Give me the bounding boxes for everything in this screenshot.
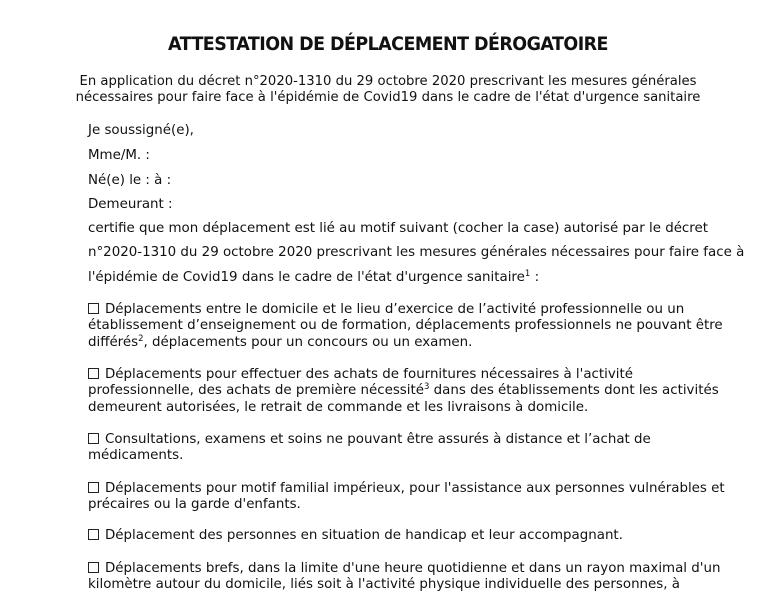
decree-intro-line: nécessaires pour faire face à l'épidémie de Covid19 dans le cadre de l'état d'urgence sanitaire	[75, 90, 701, 105]
motif-professional	[88, 302, 723, 351]
motif-short-outing	[88, 561, 721, 594]
motif-text: précaires ou la garde d'enfants.	[88, 497, 301, 513]
motif-line	[88, 382, 719, 399]
motif-text: Déplacements entre le domicile et le lieu d’exercice de l’activité professionnelle ou un	[105, 302, 685, 317]
motif-text: professionnelle, des achats de première nécessité	[88, 383, 424, 399]
motif-checkbox[interactable]	[88, 303, 99, 314]
motif-text: Déplacements pour effectuer des achats de fournitures nécessaires à l'activité	[105, 367, 633, 382]
motif-line	[88, 528, 698, 544]
motif-line	[88, 335, 698, 351]
certify-text-line	[88, 270, 539, 285]
certify-text-end: :	[530, 270, 540, 285]
footnote-ref: 1	[524, 269, 531, 279]
motif-text: établissement d’enseignement ou de formation, déplacements professionnels ne pouvant être	[88, 318, 723, 334]
motif-line	[88, 432, 698, 448]
certify-text: l'épidémie de Covid19 dans le cadre de l'état d'urgence sanitaire	[88, 270, 525, 285]
certify-text-line: n°2020-1310 du 29 octobre 2020 prescrivant les mesures générales nécessaires pour faire face à	[88, 245, 745, 260]
motif-text: kilomètre autour du domicile, liés soit à l'activité physique individuelle des personnes, à	[88, 577, 680, 593]
soussigne-label: Je soussigné(e),	[88, 123, 194, 138]
motif-text: Consultations, examens et soins ne pouvant être assurés à distance et l’achat de	[105, 432, 651, 447]
motif-checkbox[interactable]	[88, 433, 99, 444]
document-title: ATTESTATION DE DÉPLACEMENT DÉROGATOIRE	[168, 33, 608, 55]
footnote-ref: 2	[138, 333, 144, 344]
footnote-ref: 3	[423, 382, 430, 393]
motif-text: médicaments.	[88, 448, 184, 464]
birth-field-label: Né(e) le : à :	[88, 173, 172, 188]
motif-line	[88, 561, 721, 577]
motif-family	[88, 481, 725, 514]
motif-checkbox[interactable]	[88, 562, 99, 573]
motif-text: dans des établissements dont les activités	[429, 383, 719, 399]
certify-text-line: certifie que mon déplacement est lié au motif suivant (cocher la case) autorisé par le décret	[88, 221, 708, 236]
motif-text: Déplacement des personnes en situation de handicap et leur accompagnant.	[105, 528, 623, 543]
motif-text: Déplacements brefs, dans la limite d'une heure quotidienne et dans un rayon maximal d'un	[105, 561, 721, 576]
motif-health	[88, 432, 698, 465]
address-field-label: Demeurant :	[88, 197, 173, 212]
decree-intro-line: En application du décret n°2020-1310 du 29 octobre 2020 prescrivant les mesures générales	[79, 74, 697, 89]
motif-text: différés	[88, 334, 139, 350]
decree-intro	[0, 74, 776, 106]
motif-line	[88, 302, 698, 318]
motif-line	[88, 481, 725, 497]
motif-text: Déplacements pour motif familial impérieux, pour l'assistance aux personnes vulnérables et	[105, 481, 725, 496]
motif-purchases	[88, 367, 719, 416]
motif-checkbox[interactable]	[88, 529, 99, 540]
motif-text: demeurent autorisées, le retrait de commande et les livraisons à domicile.	[88, 399, 589, 415]
motif-text: , déplacements pour un concours ou un examen.	[143, 334, 473, 350]
motif-checkbox[interactable]	[88, 368, 99, 379]
motif-checkbox[interactable]	[88, 482, 99, 493]
motif-line	[88, 367, 698, 383]
name-field-label: Mme/M. :	[88, 148, 150, 163]
motif-handicap	[88, 528, 698, 544]
